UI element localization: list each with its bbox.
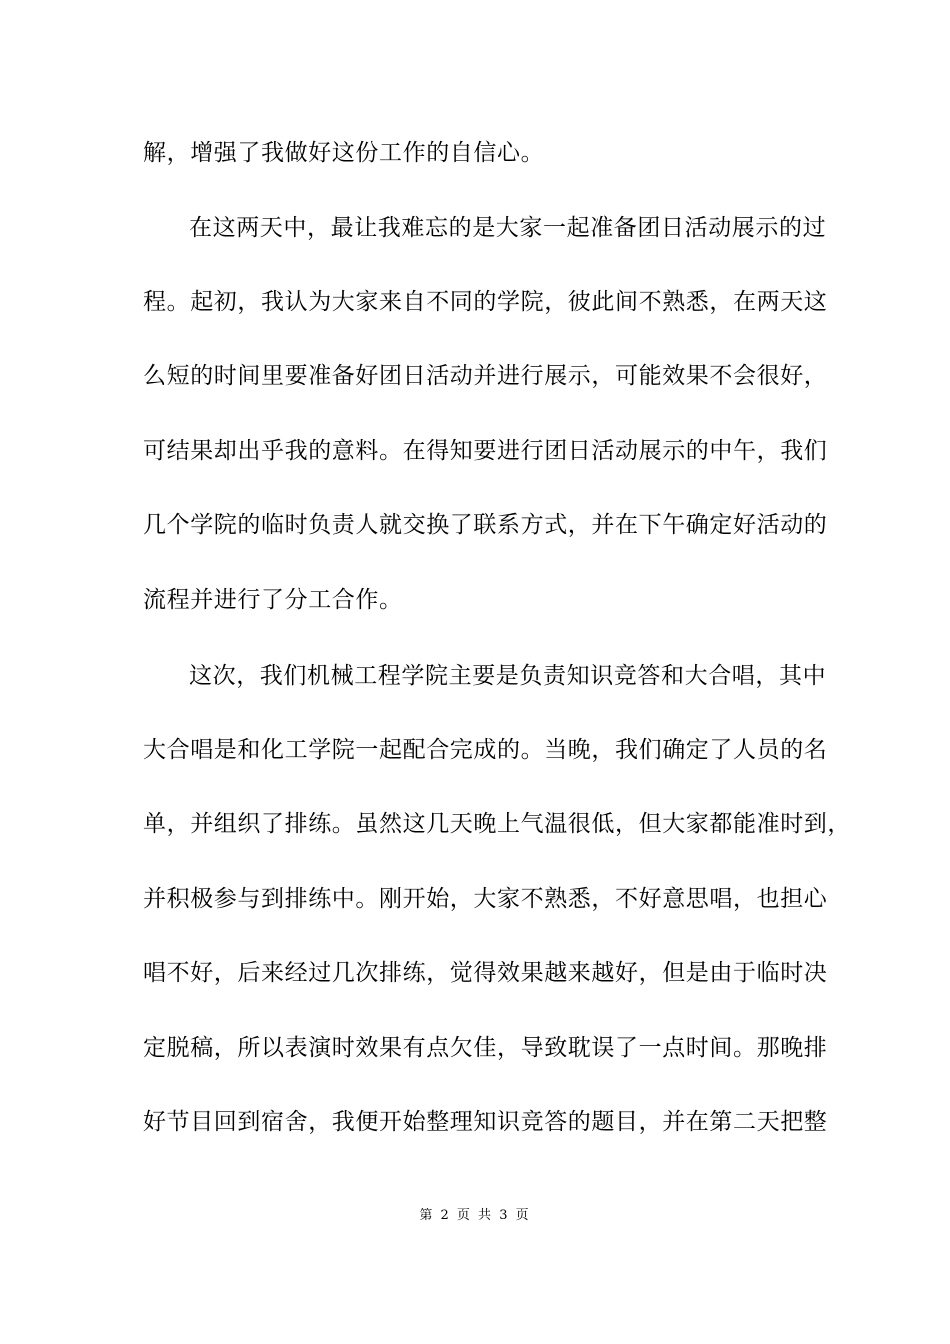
text-line: 么短的时间里要准备好团日活动并进行展示，可能效果不会很好， [143,363,828,389]
text-line: 单，并组织了排练。虽然这几天晚上气温很低，但大家都能准时到， [143,811,851,837]
text-line: 大合唱是和化工学院一起配合完成的。当晚，我们确定了人员的名 [143,737,828,763]
text-line: 解，增强了我做好这份工作的自信心。 [143,140,545,166]
page-footer [0,1208,950,1224]
footer-middle: 页 共 [456,1208,494,1223]
footer-total-pages: 3 [499,1208,510,1223]
paragraph-start-line: 这次，我们机械工程学院主要是负责知识竞答和大合唱，其中 [189,663,827,689]
text-line: 流程并进行了分工合作。 [143,587,403,613]
footer-current-page: 2 [440,1208,451,1223]
text-line: 定脱稿，所以表演时效果有点欠佳，导致耽误了一点时间。那晚排 [143,1035,828,1061]
footer-suffix: 页 [515,1208,531,1223]
text-line: 几个学院的临时负责人就交换了联系方式，并在下午确定好活动的 [143,512,828,538]
footer-prefix: 第 [419,1208,435,1223]
text-line: 唱不好，后来经过几次排练，觉得效果越来越好，但是由于临时决 [143,960,828,986]
text-line: 程。起初，我认为大家来自不同的学院，彼此间不熟悉，在两天这 [143,289,828,315]
text-line: 可结果却出乎我的意料。在得知要进行团日活动展示的中午，我们 [143,438,828,464]
text-line: 并积极参与到排练中。刚开始，大家不熟悉，不好意思唱，也担心 [143,886,828,912]
paragraph-start-line: 在这两天中，最让我难忘的是大家一起准备团日活动展示的过 [189,215,827,241]
text-line: 好节目回到宿舍，我便开始整理知识竞答的题目，并在第二天把整 [143,1109,828,1135]
